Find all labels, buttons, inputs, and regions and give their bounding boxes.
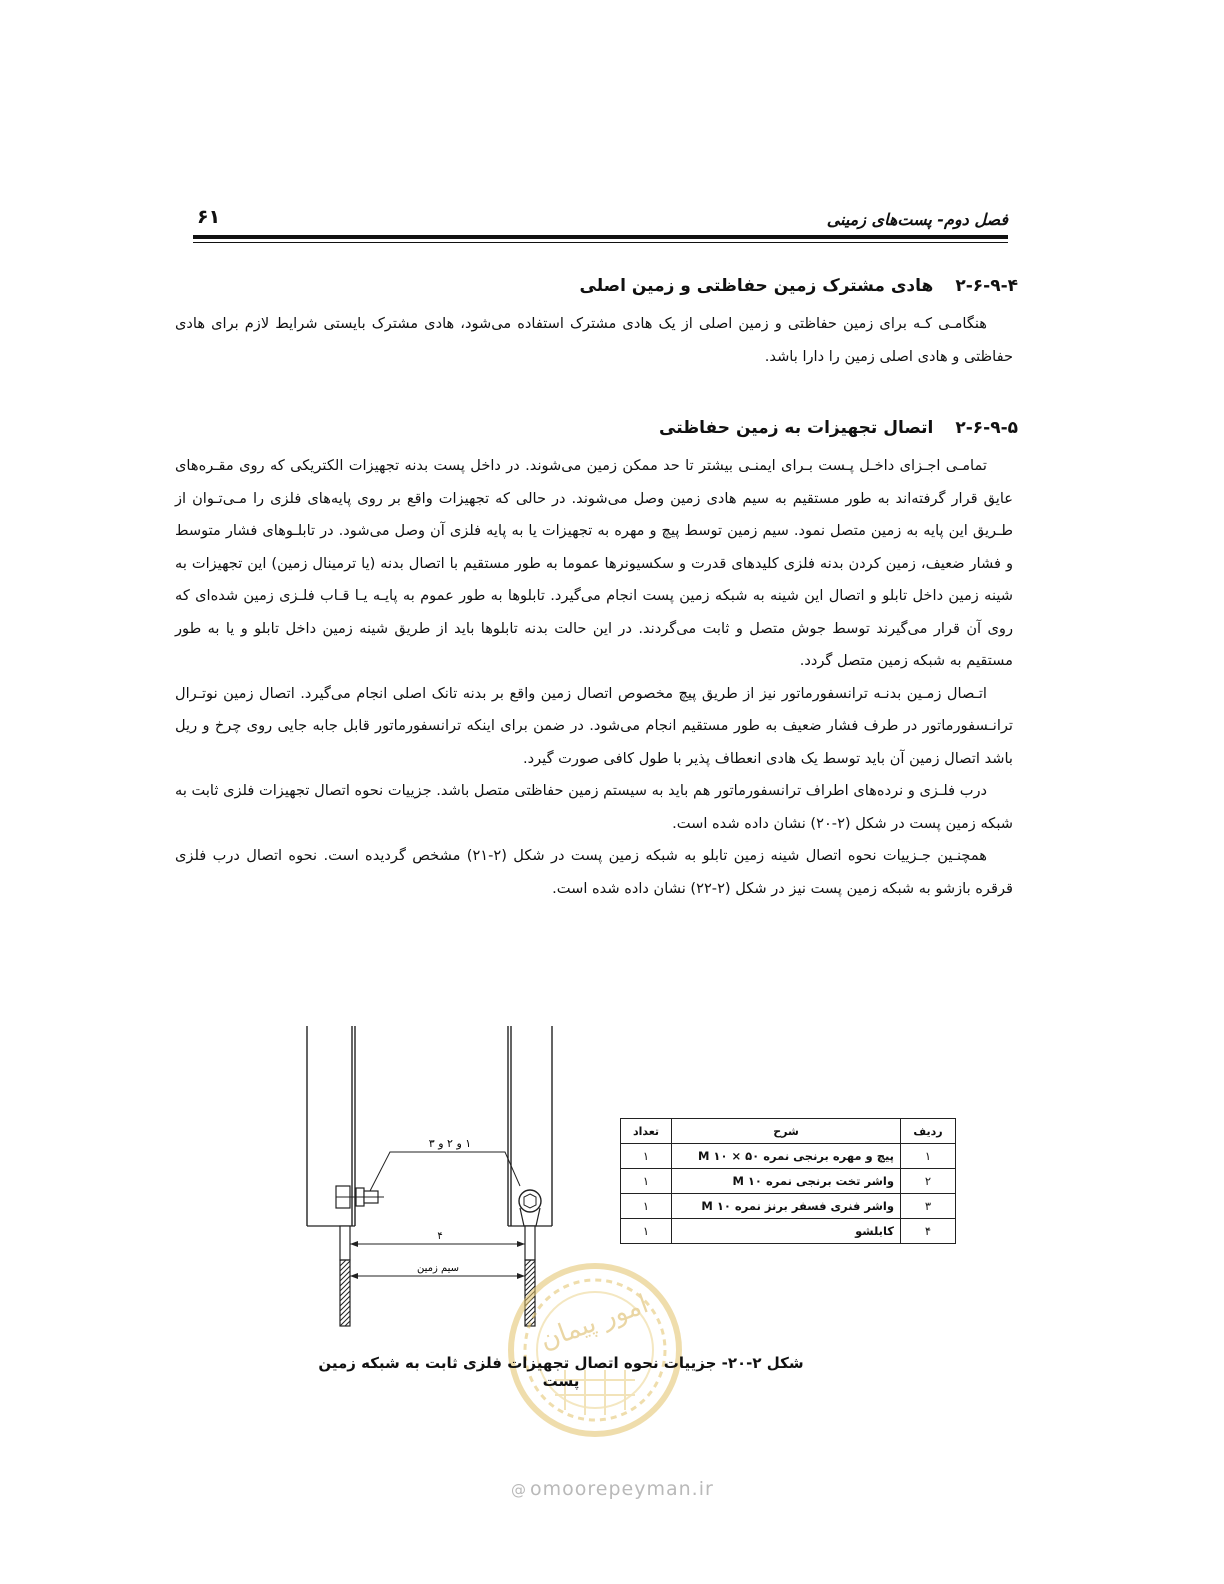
item4-label: ۴ <box>437 1231 443 1242</box>
parts-table <box>620 1118 956 1244</box>
cell-qty: ۱ <box>621 1144 672 1169</box>
cell-qty: ۱ <box>621 1169 672 1194</box>
header-rule-thin <box>193 242 1008 243</box>
cell-row: ۲ <box>901 1169 956 1194</box>
cell-desc: کابلشو <box>672 1219 901 1244</box>
page-number: ۶۱ <box>197 206 221 228</box>
section-number: ۲-۶-۹-۵ <box>955 418 1018 438</box>
watermark-stamp <box>505 1260 685 1440</box>
cell-row: ۱ <box>901 1144 956 1169</box>
section-number: ۲-۶-۹-۴ <box>955 276 1018 296</box>
table-row <box>621 1219 956 1244</box>
parts-label: ۱ و ۲ و ۳ <box>428 1137 472 1150</box>
table-row <box>621 1169 956 1194</box>
table-header-row <box>621 1119 956 1144</box>
watermark-url <box>511 1478 714 1500</box>
table-row <box>621 1144 956 1169</box>
stamp-text: امور پیمان <box>536 1289 653 1356</box>
paragraph: تمامـی اجـزای داخـل پـست بـرای ایمنـی بیشتر تا حد ممکن زمین می‌شوند. در داخل پست بدنه تجهیزات الکتریکی که روی مقـره‌های عایق قرار گرفته‌اند به طور مستقیم به سیم هادی زمین وصل می‌شوند. در حالی که تجهیزات واقع بر روی پایه‌های فلزی را مـی‌تـوان از طـریق این پایه به زمین متصل نمود. سیم زمین توسط پیچ و مهره به تجهیزات یا به پایه فلزی آن وصل می‌شود. در تابلـوهای فشار متوسط و فشار ضعیف، زمین کردن بدنه فلزی کلیدهای قدرت و سکسیونرها عموما به طور مستقیم با اتصال بدنه (یا ترمینال زمین) این تجهیزات به شینه زمین داخل تابلو و اتصال این شینه به شبکه زمین پست انجام می‌گیرد. تابلوها به طور عموم به پایـه یـا قـاب فلـزی زمین شده‌ای که روی آن قرار می‌گیرند توسط جوش متصل و ثابت می‌گردند. در این حالت بدنه تابلوها باید از طریق شینه زمین داخل تابلو و یا به طور مستقیم به شبکه زمین متصل گردد. <box>175 457 1013 669</box>
section-title: هادی مشترک زمین حفاظتی و زمین اصلی <box>579 276 934 296</box>
chapter-title: فصل دوم- پست‌های زمینی <box>826 210 1008 229</box>
cell-desc: پیچ و مهره برنجی نمره ۵۰ × M ۱۰ <box>672 1144 901 1169</box>
at-icon: @ <box>511 1481 527 1499</box>
section-common-conductor <box>175 276 1018 373</box>
col-header-row: ردیف <box>901 1119 956 1144</box>
ground-wire-label: سیم زمین <box>416 1263 460 1274</box>
figure-caption: شکل ۲-۲۰- جزییات نحوه اتصال تجهیزات فلزی ثابت به شبکه زمین پست <box>318 1354 804 1390</box>
col-header-desc: شرح <box>672 1119 901 1144</box>
section-title: اتصال تجهیزات به زمین حفاظتی <box>659 418 934 438</box>
section-equipment-grounding <box>175 418 1018 905</box>
cell-qty: ۱ <box>621 1219 672 1244</box>
cell-desc: واشر تخت برنجی نمره M ۱۰ <box>672 1169 901 1194</box>
paragraph: همچنـین جـزییات نحوه اتصال شینه زمین تابلو به شبکه زمین پست در شکل (۲-۲۱) مشخص گردیده است. نحوه اتصال درب فلزی قرقره بازشو به شبکه زمین پست نیز در شکل (۲-۲۲) نشان داده شده است. <box>175 847 1013 897</box>
watermark-url-text: omoorepeyman.ir <box>530 1478 714 1500</box>
paragraph: اتـصال زمـین بدنـه ترانسفورماتور نیز از طریق پیچ مخصوص اتصال زمین واقع بر بدنه تانک اصلی انجام می‌گیرد. اتصال زمین نوتـرال ترانـسفورماتور در طرف فشار ضعیف به طور مستقیم انجام می‌شود. در ضمن برای اینکه ترانسفورماتور قابل جابه جایی روی چرخ و ریل باشد اتصال زمین آن باید توسط یک هادی انعطاف پذیر با طول کافی صورت گیرد. <box>175 684 1013 767</box>
header-rule <box>193 235 1008 239</box>
cell-row: ۳ <box>901 1194 956 1219</box>
col-header-qty: تعداد <box>621 1119 672 1144</box>
table-row <box>621 1194 956 1219</box>
cell-row: ۴ <box>901 1219 956 1244</box>
cell-desc: واشر فنری فسفر برنز نمره M ۱۰ <box>672 1194 901 1219</box>
section-heading <box>175 418 1018 438</box>
paragraph: درب فلـزی و نرده‌های اطراف ترانسفورماتور هم باید به سیستم زمین حفاظتی متصل باشد. جزییات نحوه اتصال تجهیزات فلزی ثابت به شبکه زمین پست در شکل (۲-۲۰) نشان داده شده است. <box>175 782 1013 832</box>
section-heading <box>175 276 1018 296</box>
page-header <box>193 206 1008 246</box>
cell-qty: ۱ <box>621 1194 672 1219</box>
paragraph: هنگامـی کـه برای زمین حفاظتی و زمین اصلی از یک هادی مشترک استفاده می‌شود، هادی مشترک بایستی شرایط لازم برای هادی حفاظتی و هادی اصلی زمین را دارا باشد. <box>175 315 1013 365</box>
